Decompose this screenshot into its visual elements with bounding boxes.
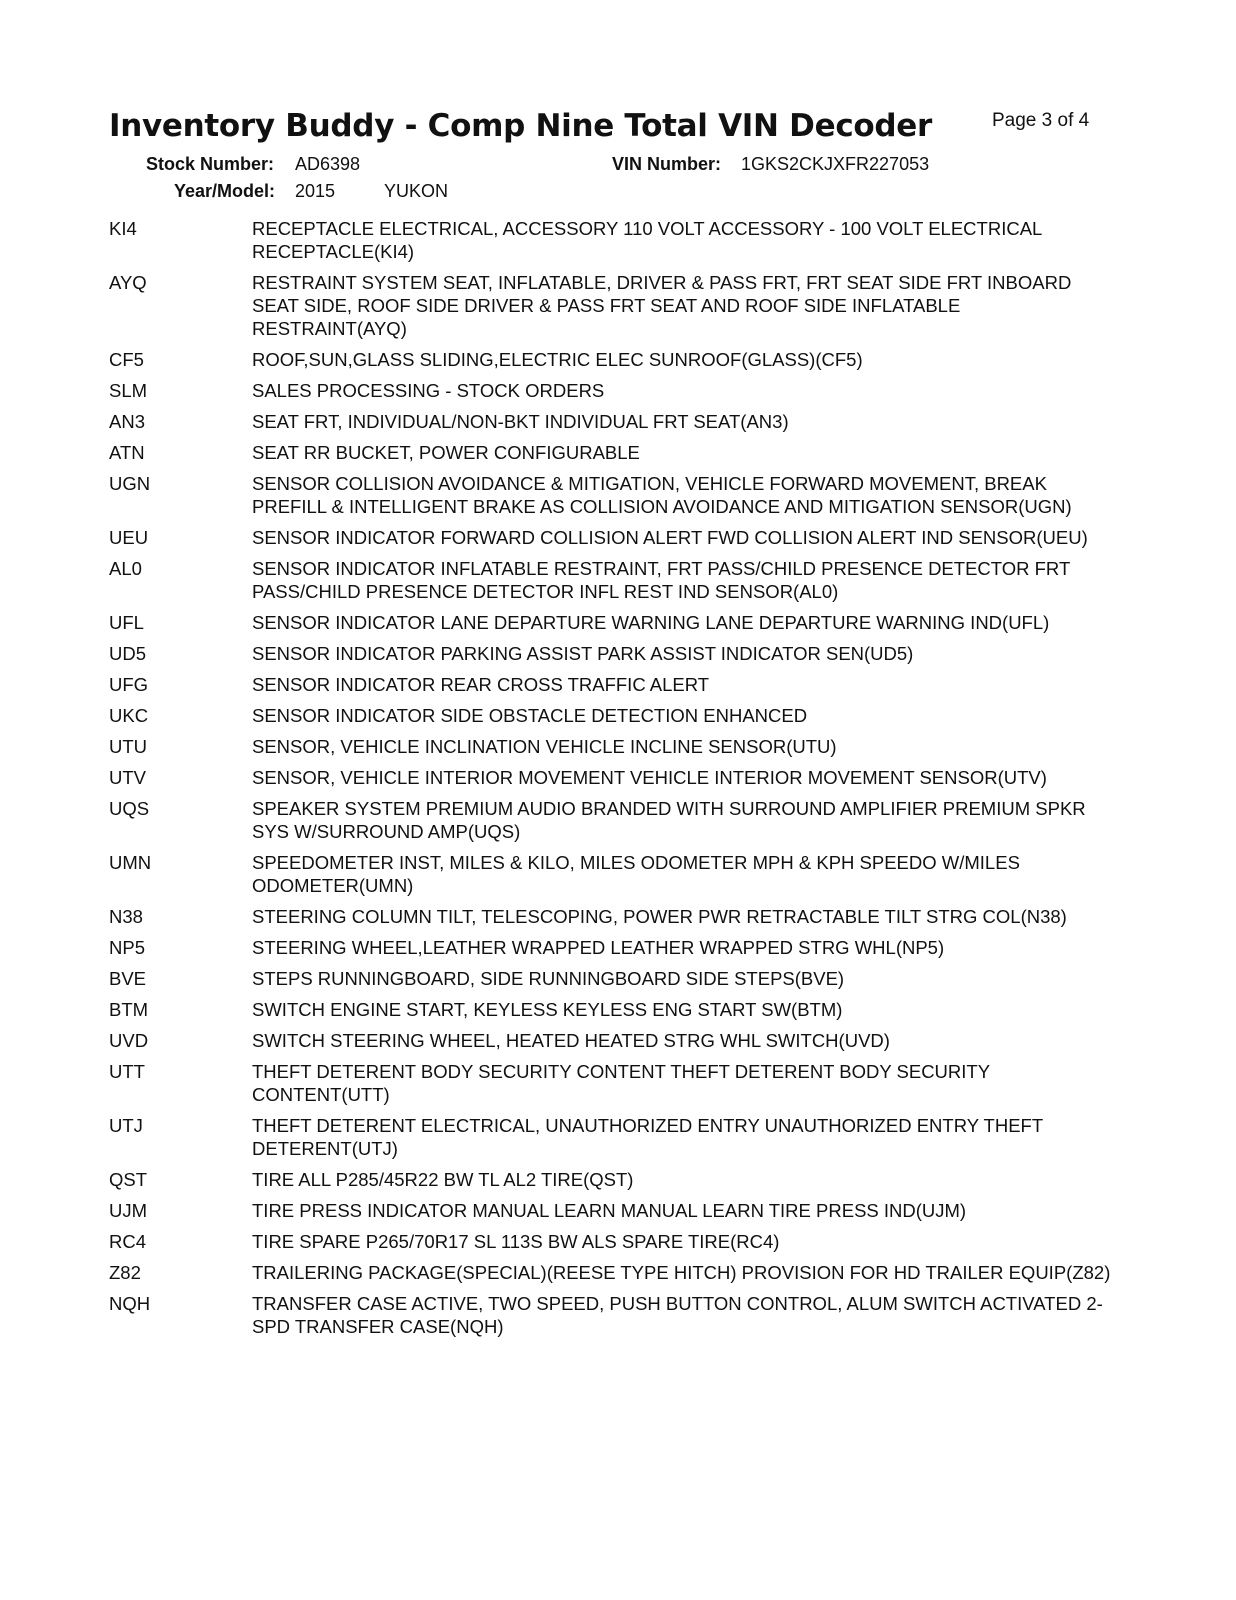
- option-row: [109, 642, 1119, 665]
- option-row: [109, 1230, 1119, 1253]
- option-code: UTJ: [109, 1115, 143, 1136]
- option-code: ATN: [109, 442, 145, 463]
- option-row: [109, 217, 1119, 263]
- year-value: 2015: [295, 181, 336, 201]
- option-row: [109, 410, 1119, 433]
- option-description: RECEPTACLE ELECTRICAL, ACCESSORY 110 VOLT ACCESSORY - 100 VOLT ELECTRICAL RECEPTACLE(KI4): [252, 218, 1042, 262]
- option-code: UKC: [109, 705, 149, 726]
- option-row: [109, 905, 1119, 928]
- option-description: TIRE PRESS INDICATOR MANUAL LEARN MANUAL LEARN TIRE PRESS IND(UJM): [252, 1200, 967, 1221]
- page-title: Inventory Buddy - Comp Nine Total VIN Decoder: [109, 108, 933, 144]
- option-description: SENSOR INDICATOR SIDE OBSTACLE DETECTION ENHANCED: [252, 705, 808, 726]
- option-row: [109, 851, 1119, 897]
- option-code: AN3: [109, 411, 145, 432]
- option-code: NQH: [109, 1293, 151, 1314]
- option-description: THEFT DETERENT BODY SECURITY CONTENT THEFT DETERENT BODY SECURITY CONTENT(UTT): [252, 1061, 990, 1105]
- option-code: UMN: [109, 852, 152, 873]
- option-description: STEPS RUNNINGBOARD, SIDE RUNNINGBOARD SIDE STEPS(BVE): [252, 968, 845, 989]
- page-number: Page 3 of 4: [992, 110, 1090, 131]
- model-value: YUKON: [384, 181, 449, 201]
- option-row: [109, 766, 1119, 789]
- option-code: UEU: [109, 527, 149, 548]
- option-row: [109, 967, 1119, 990]
- option-code: UFL: [109, 612, 144, 633]
- option-description: SEAT FRT, INDIVIDUAL/NON-BKT INDIVIDUAL FRT SEAT(AN3): [252, 411, 789, 432]
- option-description: RESTRAINT SYSTEM SEAT, INFLATABLE, DRIVER & PASS FRT, FRT SEAT SIDE FRT INBOARD SEAT SIDE, ROOF SIDE DRIVER & PASS FRT SEAT AND ROOF SIDE INFLATABLE RESTRAINT(AYQ): [252, 272, 1072, 339]
- option-code: SLM: [109, 380, 148, 401]
- option-code: UGN: [109, 473, 151, 494]
- option-description: SENSOR, VEHICLE INCLINATION VEHICLE INCLINE SENSOR(UTU): [252, 736, 837, 757]
- option-code: Z82: [109, 1262, 141, 1283]
- option-description: SPEEDOMETER INST, MILES & KILO, MILES ODOMETER MPH & KPH SPEEDO W/MILES ODOMETER(UMN): [252, 852, 1020, 896]
- year-model-label: Year/Model:: [174, 181, 276, 201]
- option-code: CF5: [109, 349, 144, 370]
- option-row: [109, 998, 1119, 1021]
- option-code: BTM: [109, 999, 149, 1020]
- option-description: SPEAKER SYSTEM PREMIUM AUDIO BRANDED WITH SURROUND AMPLIFIER PREMIUM SPKR SYS W/SURROUND AMP(UQS): [252, 798, 1086, 842]
- option-code: BVE: [109, 968, 147, 989]
- stock-number-value: AD6398: [295, 154, 361, 174]
- option-description: SWITCH STEERING WHEEL, HEATED HEATED STRG WHL SWITCH(UVD): [252, 1030, 890, 1051]
- option-code: UTT: [109, 1061, 145, 1082]
- option-description: SWITCH ENGINE START, KEYLESS KEYLESS ENG START SW(BTM): [252, 999, 843, 1020]
- option-code: UFG: [109, 674, 149, 695]
- option-row: [109, 1292, 1119, 1338]
- option-code: AYQ: [109, 272, 147, 293]
- option-code: UVD: [109, 1030, 149, 1051]
- option-description: SENSOR INDICATOR LANE DEPARTURE WARNING LANE DEPARTURE WARNING IND(UFL): [252, 612, 1050, 633]
- option-row: [109, 1029, 1119, 1052]
- options-list: [109, 217, 1119, 1346]
- option-description: SENSOR, VEHICLE INTERIOR MOVEMENT VEHICLE INTERIOR MOVEMENT SENSOR(UTV): [252, 767, 1047, 788]
- option-description: SENSOR INDICATOR INFLATABLE RESTRAINT, FRT PASS/CHILD PRESENCE DETECTOR FRT PASS/CHILD PRESENCE DETECTOR INFL REST IND SENSOR(AL0): [252, 558, 1070, 602]
- option-row: [109, 1168, 1119, 1191]
- option-code: KI4: [109, 218, 137, 239]
- option-code: UTV: [109, 767, 146, 788]
- option-code: UD5: [109, 643, 147, 664]
- option-description: TRANSFER CASE ACTIVE, TWO SPEED, PUSH BUTTON CONTROL, ALUM SWITCH ACTIVATED 2-SPD TRANSFER CASE(NQH): [252, 1293, 1103, 1337]
- option-row: [109, 673, 1119, 696]
- option-description: TIRE ALL P285/45R22 BW TL AL2 TIRE(QST): [252, 1169, 634, 1190]
- option-code: NP5: [109, 937, 145, 958]
- option-description: SEAT RR BUCKET, POWER CONFIGURABLE: [252, 442, 640, 463]
- option-row: [109, 936, 1119, 959]
- option-row: [109, 1114, 1119, 1160]
- option-description: TIRE SPARE P265/70R17 SL 113S BW ALS SPARE TIRE(RC4): [252, 1231, 780, 1252]
- option-code: QST: [109, 1169, 148, 1190]
- option-row: [109, 441, 1119, 464]
- option-row: [109, 271, 1119, 340]
- option-code: AL0: [109, 558, 142, 579]
- option-description: SENSOR INDICATOR FORWARD COLLISION ALERT FWD COLLISION ALERT IND SENSOR(UEU): [252, 527, 1088, 548]
- option-code: N38: [109, 906, 143, 927]
- option-description: STEERING WHEEL,LEATHER WRAPPED LEATHER WRAPPED STRG WHL(NP5): [252, 937, 945, 958]
- option-description: SALES PROCESSING - STOCK ORDERS: [252, 380, 605, 401]
- option-code: UQS: [109, 798, 150, 819]
- option-description: SENSOR INDICATOR REAR CROSS TRAFFIC ALERT: [252, 674, 710, 695]
- option-description: STEERING COLUMN TILT, TELESCOPING, POWER PWR RETRACTABLE TILT STRG COL(N38): [252, 906, 1067, 927]
- option-row: [109, 1261, 1119, 1284]
- option-row: [109, 735, 1119, 758]
- option-row: [109, 797, 1119, 843]
- option-row: [109, 557, 1119, 603]
- option-description: THEFT DETERENT ELECTRICAL, UNAUTHORIZED ENTRY UNAUTHORIZED ENTRY THEFT DETERENT(UTJ): [252, 1115, 1043, 1159]
- option-row: [109, 611, 1119, 634]
- option-description: SENSOR INDICATOR PARKING ASSIST PARK ASSIST INDICATOR SEN(UD5): [252, 643, 914, 664]
- option-row: [109, 704, 1119, 727]
- option-description: TRAILERING PACKAGE(SPECIAL)(REESE TYPE HITCH) PROVISION FOR HD TRAILER EQUIP(Z82): [252, 1262, 1111, 1283]
- option-description: ROOF,SUN,GLASS SLIDING,ELECTRIC ELEC SUNROOF(GLASS)(CF5): [252, 349, 863, 370]
- option-code: UTU: [109, 736, 148, 757]
- option-row: [109, 472, 1119, 518]
- vin-number-value: 1GKS2CKJXFR227053: [741, 154, 930, 174]
- vin-number-label: VIN Number:: [612, 154, 722, 174]
- option-code: UJM: [109, 1200, 148, 1221]
- option-row: [109, 1199, 1119, 1222]
- option-code: RC4: [109, 1231, 147, 1252]
- option-row: [109, 348, 1119, 371]
- option-description: SENSOR COLLISION AVOIDANCE & MITIGATION, VEHICLE FORWARD MOVEMENT, BREAK PREFILL & INTELLIGENT BRAKE AS COLLISION AVOIDANCE AND MITIGATION SENSOR(UGN): [252, 473, 1072, 517]
- stock-number-label: Stock Number:: [146, 154, 275, 174]
- option-row: [109, 526, 1119, 549]
- option-row: [109, 379, 1119, 402]
- option-row: [109, 1060, 1119, 1106]
